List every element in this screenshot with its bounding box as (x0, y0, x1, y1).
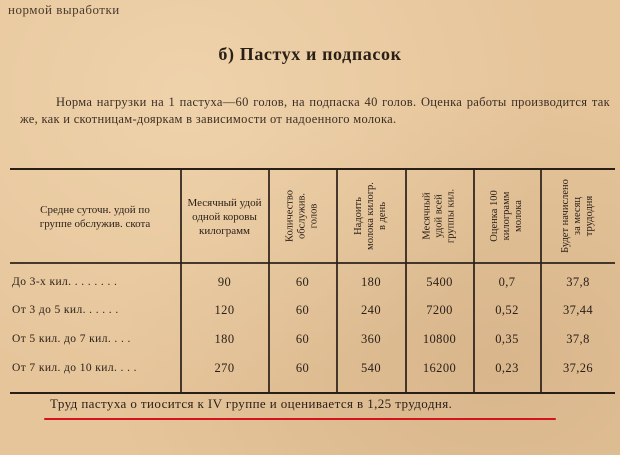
header-group-monthly-text: Месячный удой всей группы кил. (421, 188, 457, 244)
section-heading: б) Пастух и подпасок (218, 44, 402, 64)
cell-group-monthly: 7200 (426, 302, 453, 317)
header-workdays-text: Будет начислено за месяц трудодня (560, 179, 595, 253)
previous-text-fragment: нормой выработки (8, 2, 120, 17)
header-group-daily-yield: Средне суточн. удой по группе обслужив. скота (39, 204, 151, 230)
cell-workdays: 37,8 (566, 331, 590, 346)
cell-head-count: 60 (295, 274, 310, 289)
row-label: До 3-х кил. . . . . . . . (12, 276, 118, 288)
paragraph-text: Норма нагрузки на 1 пастуха—60 голов, на подпаска 40 голов. Оценка работы производится так же, как и скотницам-дояркам в зависимости от надоенного молока. (20, 95, 610, 126)
row-label: От 3 до 5 кил. . . . . . (12, 304, 119, 316)
cell-rate: 0,52 (495, 302, 519, 317)
header-divider (10, 262, 615, 264)
cell-daily-milk: 540 (361, 360, 381, 375)
cell-group-monthly: 16200 (422, 360, 457, 375)
row-label: От 7 кил. до 10 кил. . . . (12, 362, 137, 374)
header-head-count (269, 170, 336, 262)
cell-group-monthly: 10800 (422, 331, 457, 346)
cell-workdays: 37,26 (562, 360, 594, 375)
footer-note: Труд пастуха о тиосится к IV группе и оценивается в 1,25 трудодня. (50, 396, 453, 411)
cell-rate: 0,23 (495, 360, 519, 375)
cell-workdays: 37,44 (562, 302, 594, 317)
cell-rate: 0,35 (495, 331, 519, 346)
red-underline (44, 418, 556, 420)
row-label: От 5 кил. до 7 кил. . . . (12, 333, 131, 345)
cell-daily-milk: 360 (361, 331, 381, 346)
cell-monthly-per-cow: 120 (214, 302, 235, 317)
header-head-count-text: Количество обслужив. голов (284, 189, 320, 243)
header-daily-milk (337, 170, 405, 262)
header-rate (474, 170, 540, 262)
cell-daily-milk: 240 (361, 302, 381, 317)
cell-monthly-per-cow: 180 (214, 331, 235, 346)
header-workdays (541, 170, 615, 262)
intro-paragraph (20, 94, 610, 128)
header-rate-text: Оценка 100 килограмм молока (489, 190, 524, 242)
cell-workdays: 37,8 (566, 274, 590, 289)
cell-daily-milk: 180 (361, 274, 381, 289)
cell-head-count: 60 (295, 331, 310, 346)
header-monthly-per-cow: Месячный удой одной коровы килограмм (187, 197, 262, 237)
cell-group-monthly: 5400 (426, 274, 453, 289)
cell-monthly-per-cow: 90 (217, 274, 232, 289)
header-group-monthly (406, 170, 473, 262)
header-daily-milk-text: Надоить молока килогр. в день (353, 182, 388, 250)
cell-monthly-per-cow: 270 (214, 360, 235, 375)
norms-table (10, 168, 615, 394)
cell-head-count: 60 (295, 302, 310, 317)
cell-rate: 0,7 (498, 274, 516, 289)
cell-head-count: 60 (295, 360, 310, 375)
